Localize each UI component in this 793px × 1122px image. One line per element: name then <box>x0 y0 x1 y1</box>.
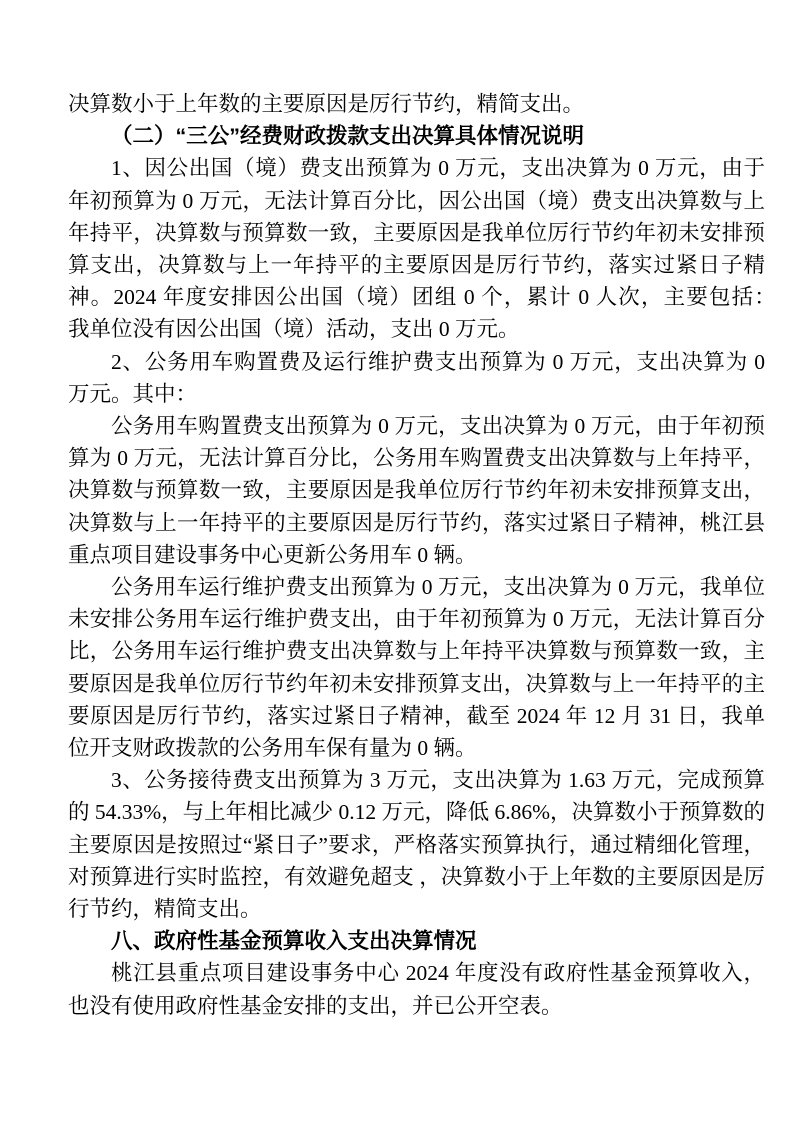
paragraph-government-funds: 桃江县重点项目建设事务中心 2024 年度没有政府性基金预算收入，也没有使用政府性基金安排的支出，并已公开空表。 <box>68 961 765 1018</box>
paragraph-official-vehicle-purchase: 公务用车购置费支出预算为 0 万元，支出决算为 0 万元，由于年初预算为 0 万元，无法计算百分比，公务用车购置费支出决算数与上年持平，决算数与预算数一致，主要原因是我单位厉行节约年初未安排预算支出，决算数与上一年持平的主要原因是厉行节约，落实过紧日子精神，桃江县重点项目建设事务中心更新公务用车 0 辆。 <box>68 414 765 567</box>
paragraph-official-vehicle-total: 2、公务用车购置费及运行维护费支出预算为 0 万元，支出决算为 0 万元。其中： <box>68 349 765 406</box>
section-heading-government-funds: 八、政府性基金预算收入支出决算情况 <box>111 929 477 954</box>
paragraph-continuation: 决算数小于上年数的主要原因是厉行节约，精简支出。 <box>68 92 585 116</box>
paragraph-official-vehicle-maintenance: 公务用车运行维护费支出预算为 0 万元，支出决算为 0 万元，我单位未安排公务用车运行维护费支出，由于年初预算为 0 万元，无法计算百分比，公务用车运行维护费支出决算数与上年持平决算数与预算数一致，主要原因是我单位厉行节约年初未安排预算支出，决算数与上一年持平的主要原因是厉行节约，落实过紧日子精神，截至 2024 年 12 月 31 日，我单位开支财政拨款的公务用车保有量为 0 辆。 <box>68 575 765 761</box>
subsection-heading-three-public-expenses: （二）“三公”经费财政拨款支出决算具体情况说明 <box>111 124 585 149</box>
paragraph-official-reception: 3、公务接待费支出预算为 3 万元，支出决算为 1.63 万元，完成预算的 54.33%，与上年相比减少 0.12 万元，降低 6.86%，决算数小于预算数的主要原因是按照过“紧日子”要求，严格落实预算执行，通过精细化管理，对预算进行实时监控，有效避免超支 ，决算数小于上年数的主要原因是厉行节约，精简支出。 <box>68 768 765 922</box>
paragraph-official-travel-abroad: 1、因公出国（境）费支出预算为 0 万元，支出决算为 0 万元，由于年初预算为 0 万元，无法计算百分比，因公出国（境）费支出决算数与上年持平，决算数与预算数一致，主要原因是我单位厉行节约年初未安排预算支出，决算数与上一年持平的主要原因是厉行节约，落实过紧日子精神。2024 年度安排因公出国（境）团组 0 个，累计 0 人次，主要包括： 我单位没有因公出国（境）活动，支出 0 万元。 <box>68 156 787 342</box>
